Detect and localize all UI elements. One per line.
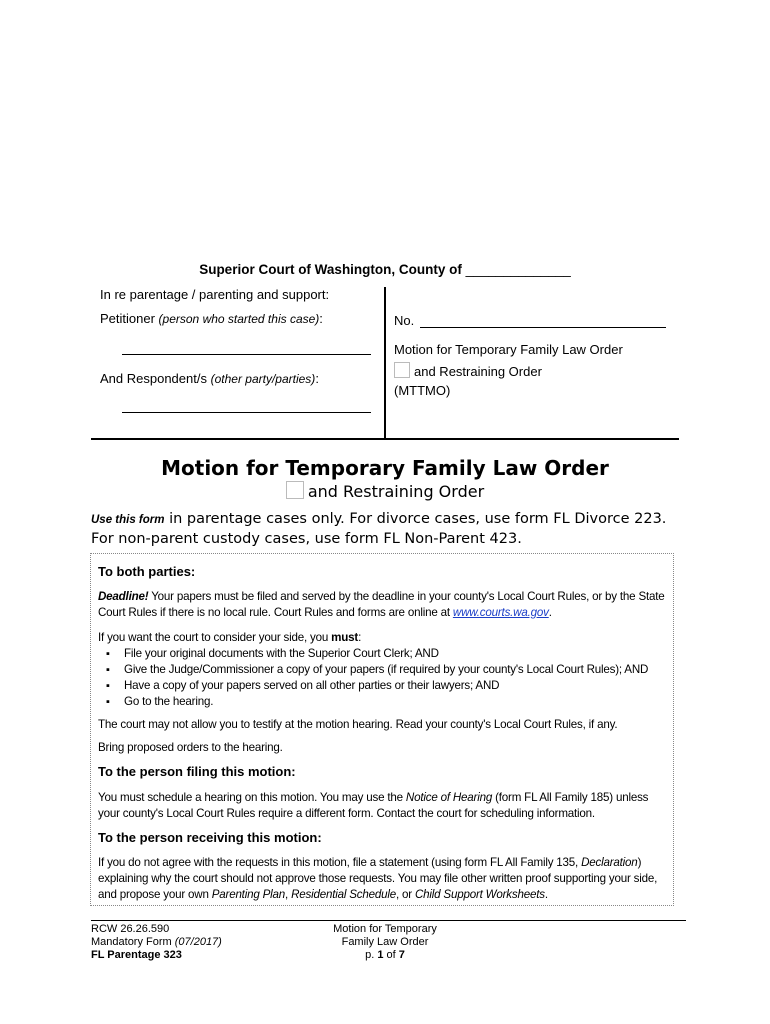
sub-title: and Restraining Order: [307, 482, 485, 501]
filing-heading: To the person filing this motion:: [98, 764, 296, 779]
petitioner-name-line[interactable]: [122, 354, 371, 355]
list-item: ▪ File your original documents with the Superior Court Clerk; AND: [98, 646, 673, 662]
in-re-label: In re parentage / parenting and support:: [100, 287, 330, 302]
use-form-note: [91, 510, 681, 549]
instructions-box: [90, 553, 674, 906]
both-parties-heading: To both parties:: [98, 564, 196, 579]
footer-page-number: [300, 949, 470, 962]
recv-worksheets: Child Support Worksheets: [414, 888, 545, 901]
list-item: ▪ Have a copy of your papers served on all other parties or their lawyers; AND: [98, 678, 673, 694]
must-paragraph: If you want the court to consider your side, you must:: [98, 631, 362, 644]
deadline-paragraph: [98, 589, 673, 621]
must-word: must: [331, 631, 359, 644]
footer-divider: [91, 920, 686, 921]
county-blank[interactable]: ______________: [465, 262, 571, 277]
page-total: 7: [398, 949, 405, 961]
recv-text-1: If you do not agree with the requests in this motion, file a statement (using form FL All Family 135,: [98, 856, 582, 869]
caption-restraining-checkbox[interactable]: [394, 362, 410, 378]
respondent-colon: :: [315, 371, 319, 386]
footer-center-line-1: Motion for Temporary: [333, 923, 437, 935]
recv-declaration: Declaration: [581, 856, 638, 869]
petitioner-label: Petitioner: [100, 311, 155, 326]
page-title: Motion for Temporary Family Law Order: [161, 456, 609, 480]
page-current: 1: [377, 949, 384, 961]
footer-form-id: FL Parentage 323: [91, 949, 182, 961]
requirements-list: [98, 646, 673, 710]
use-form-lead: Use this form: [91, 514, 165, 526]
deadline-label: Deadline!: [98, 590, 149, 603]
filing-text-2: (form FL All Family 185) unless your county's Local Court Rules require a different form. Contact the court for scheduling information.: [98, 791, 649, 820]
recv-text-2: ) explaining why the court should not approve those requests. You may file other written proof supporting your side, and propose your own: [98, 856, 658, 901]
caption-form-title: Motion for Temporary Family Law Order: [394, 342, 623, 357]
court-label: Superior Court of Washington, County of: [199, 262, 462, 277]
page-prefix: p.: [365, 949, 378, 961]
courts-link[interactable]: www.courts.wa.gov: [452, 606, 549, 619]
deadline-text: Your papers must be filed and served by the deadline in your county's Local Court Rules, or by the State Court Rules if there is no local rule. Court Rules and forms are online at: [98, 590, 665, 619]
recv-residential-schedule: Residential Schedule: [291, 888, 396, 901]
recv-text-3: ,: [285, 888, 292, 901]
caption-restraining-row: [394, 362, 542, 379]
restraining-order-checkbox[interactable]: [286, 481, 304, 499]
footer-center: [300, 923, 470, 962]
footer-center-line-2: Family Law Order: [341, 936, 429, 948]
list-item: ▪ Give the Judge/Commissioner a copy of your papers (if required by your county's Local Court Rules); AND: [98, 662, 673, 678]
recv-parenting-plan: Parenting Plan: [211, 888, 286, 901]
respondent-note: (other party/parties): [210, 372, 316, 386]
caption-divider-horizontal: [91, 438, 679, 440]
receiving-paragraph: [98, 855, 673, 903]
recv-text-4: , or: [396, 888, 415, 901]
footer-mandatory: [91, 936, 222, 949]
sub-title-row: [0, 481, 770, 501]
petitioner-colon: :: [319, 311, 323, 326]
use-form-text: in parentage cases only. For divorce cases, use form FL Divorce 223. For non-parent custody cases, use form FL Non-Parent 423.: [91, 511, 667, 547]
must-intro: If you want the court to consider your side, you: [98, 631, 332, 644]
filing-paragraph: [98, 790, 673, 822]
list-item: ▪ Go to the hearing.: [98, 694, 673, 710]
notice-of-hearing: Notice of Hearing: [405, 791, 493, 804]
bring-orders-paragraph: Bring proposed orders to the hearing.: [98, 741, 283, 754]
caption-divider-vertical: [384, 287, 386, 439]
page-of: of: [383, 949, 399, 961]
court-title: [0, 262, 770, 277]
footer-rcw: RCW 26.26.590: [91, 923, 170, 935]
footer-left: [91, 923, 222, 962]
footer-mandatory-date: (07/2017): [174, 936, 222, 948]
caption-restraining-label: and Restraining Order: [414, 364, 542, 379]
recv-text-5: .: [544, 888, 548, 901]
deadline-period: .: [548, 606, 552, 619]
testify-paragraph: The court may not allow you to testify at the motion hearing. Read your county's Local Court Rules, if any.: [98, 718, 618, 731]
respondent-name-line[interactable]: [122, 412, 371, 413]
case-number-label: No.: [394, 313, 415, 328]
caption-form-code: (MTTMO): [394, 383, 451, 398]
petitioner-note: (person who started this case): [158, 312, 320, 326]
filing-text: You must schedule a hearing on this motion. You may use the: [98, 791, 406, 804]
petitioner-label-row: [100, 311, 323, 326]
respondent-label: And Respondent/s: [100, 371, 207, 386]
respondent-label-row: [100, 371, 319, 386]
case-number-line[interactable]: [420, 327, 666, 328]
footer-mandatory-label: Mandatory Form: [91, 936, 175, 948]
receiving-heading: To the person receiving this motion:: [98, 830, 322, 845]
